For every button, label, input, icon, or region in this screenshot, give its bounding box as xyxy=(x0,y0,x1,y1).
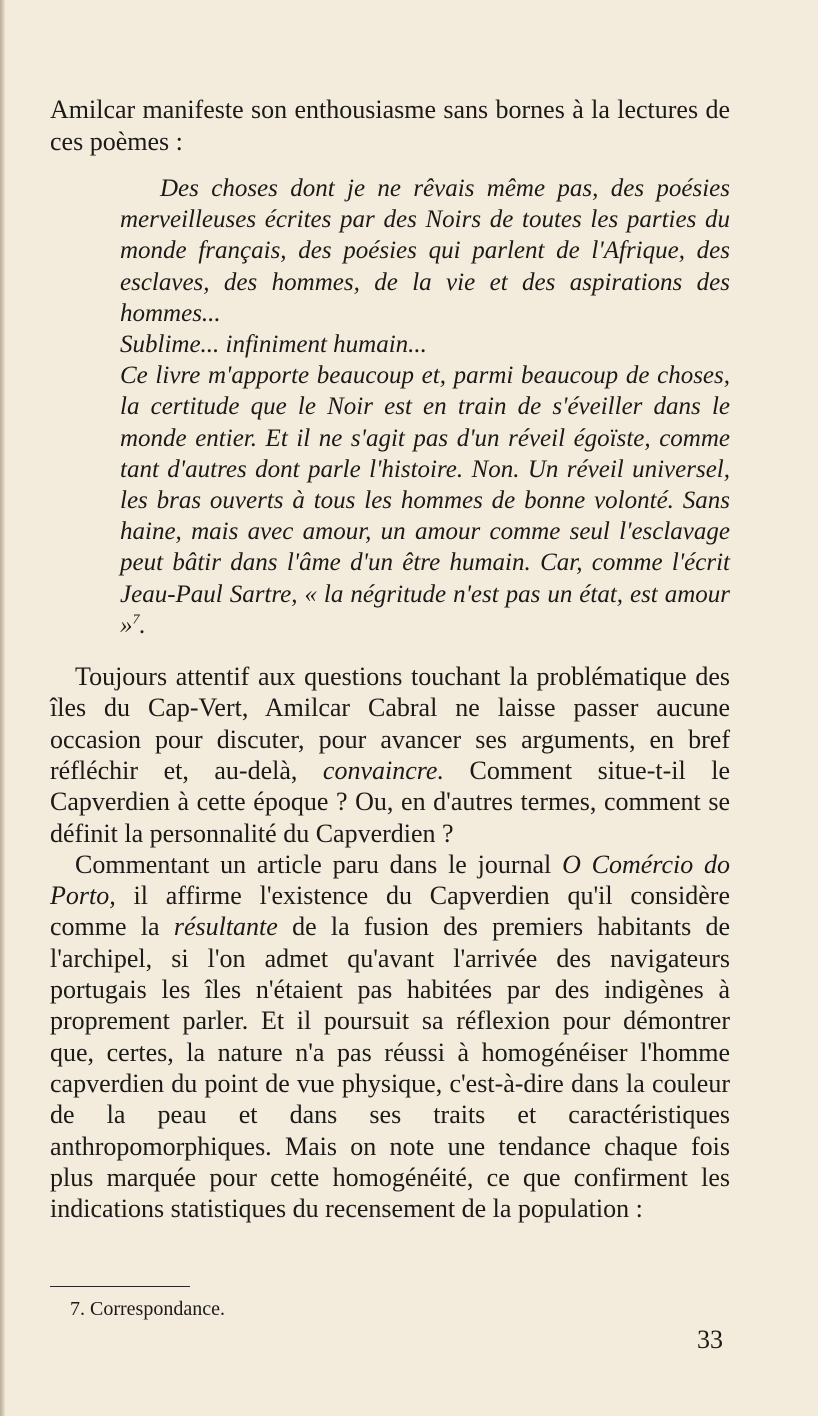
body-paragraph-2 xyxy=(50,849,730,1225)
page-edge xyxy=(0,0,5,1416)
page-content xyxy=(50,94,730,1224)
body-paragraph-1 xyxy=(50,661,730,849)
paragraph-1-emphasis: convaincre. xyxy=(322,755,444,785)
quote-sentence-2: Sublime... infiniment humain... xyxy=(120,331,427,359)
quote-end-punctuation: . xyxy=(139,611,146,639)
newspaper-title: O Comércio do Porto, xyxy=(50,849,730,911)
paragraph-2-text-c: de la fusion des premiers habitants de l'archipel, si l'on admet qu'avant l'arrivée des navigateurs portugais les îles n'étaient pas habitées par des indigènes à proprement parler. Et il poursuit sa réflexion pour démontrer que, certes, la nature n'a pas réussi à homogénéiser l'homme capverdien du point de vue physique, c'est-à-dire dans la couleur de la peau et dans ses traits et caractéristiques anthropomorphiques. Mais on note une tendance chaque fois plus marquée pour cette homogénéité, ce que confirment les indications statistiques du recensement de la population : xyxy=(50,912,730,1224)
footnote-reference[interactable]: 7 xyxy=(132,612,140,628)
quote-sentence-3-wrap xyxy=(120,360,730,641)
paragraph-1-text-b: Comment situe-t-il le Capverdien à cette époque ? Ou, en d'autres termes, comment se définit la personnalité du Capverdien ? xyxy=(50,755,730,848)
quote-sentence-1: Des choses dont je ne rêvais même pas, des poésies merveilleuses écrites par des Noirs de toutes les parties du monde français, des poésies qui parlent de l'Afrique, des esclaves, des hommes, de la vie et des aspirations des hommes... xyxy=(120,175,730,327)
paragraph-2-emphasis: résultante xyxy=(173,912,278,942)
footnote-divider xyxy=(50,1286,190,1287)
page-number: 33 xyxy=(697,1325,723,1354)
block-quote xyxy=(120,173,730,641)
quote-sentence-3: Ce livre m'apporte beaucoup et, parmi beaucoup de choses, la certitude que le Noir est en train de s'éveiller dans le monde entier. Et il ne s'agit pas d'un réveil égoïste, comme tant d'autres dont parle l'histoire. Non. Un réveil universel, les bras ouverts à tous les hommes de bonne volonté. Sans haine, mais avec amour, un amour comme seul l'esclavage peut bâtir dans l'âme d'un être humain. Car, comme l'écrit Jeau-Paul Sartre, « la négritude n'est pas un état, est amour » xyxy=(120,362,730,639)
paragraph-2-text-a: Commentant un article paru dans le journal xyxy=(75,849,563,879)
paragraph-1-text-a: Toujours attentif aux questions touchant la problématique des îles du Cap-Vert, Amilcar Cabral ne laisse passer aucune occasion pour discuter, pour avancer ses arguments, en bref réfléchir et, au-delà, xyxy=(50,662,730,785)
footnote: 7. Correspondance. xyxy=(70,1298,225,1320)
intro-paragraph: Amilcar manifeste son enthousiasme sans bornes à la lectures de ces poèmes : xyxy=(50,95,730,156)
paragraph-2-text-b: il affirme l'existence du Capverdien qu'il considère comme la xyxy=(50,881,730,942)
